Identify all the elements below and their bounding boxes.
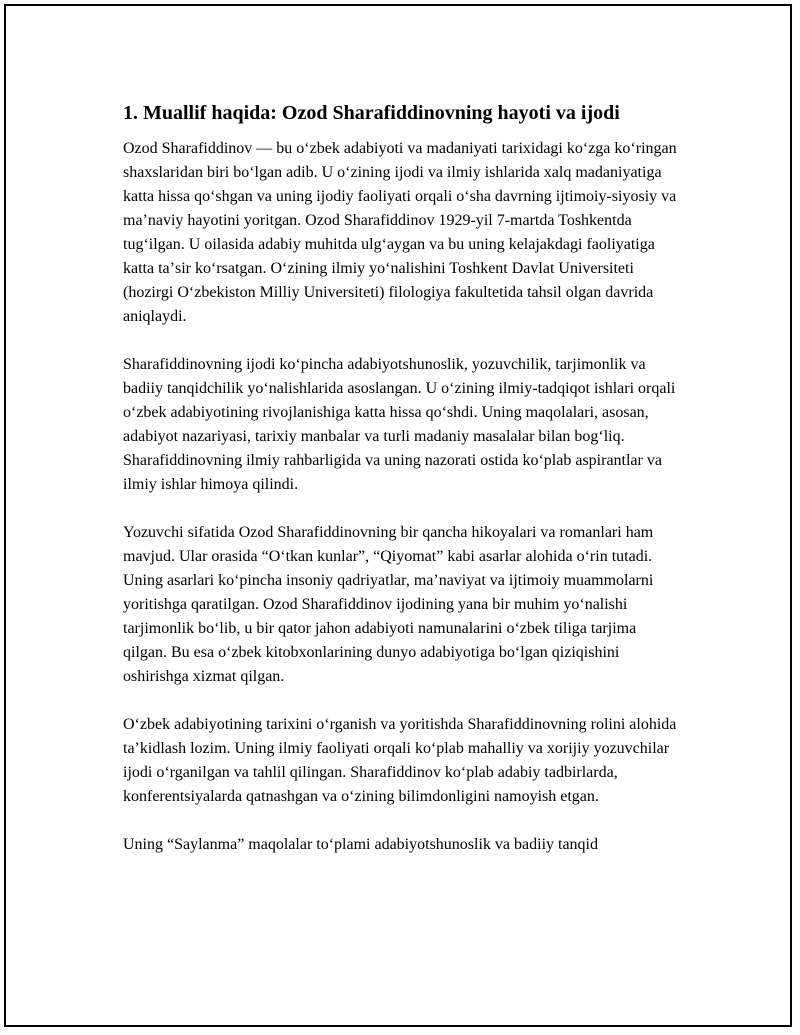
document-body	[123, 101, 683, 881]
paragraph: Sharafiddinovning ijodi koʻpincha adabiyotshunoslik, yozuvchilik, tarjimonlik va badiiy tanqidchilik yoʻnalishlarida asoslangan. U oʻzining ilmiy-tadqiqot ishlari orqali oʻzbek adabiyotining rivojlanishiga katta hissa qoʻshdi. Uning maqolalari, asosan, adabiyot nazariyasi, tarixiy manbalar va turli madaniy masalalar bilan bogʻliq. Sharafiddinovning ilmiy rahbarligida va uning nazorati ostida koʻplab aspirantlar va ilmiy ishlar himoya qilindi.	[123, 356, 676, 493]
paragraph: Uning “Saylanma” maqolalar toʻplami adabiyotshunoslik va badiiy tanqid	[123, 836, 598, 853]
page-frame	[4, 4, 792, 1027]
section-heading: 1. Muallif haqida: Ozod Sharafiddinovning hayoti va ijodi	[123, 102, 620, 124]
paragraph: Yozuvchi sifatida Ozod Sharafiddinovning bir qancha hikoyalari va romanlari ham mavjud. Ular orasida “Oʻtkan kunlar”, “Qiyomat” kabi asarlar alohida oʻrin tutadi. Uning asarlari koʻpincha insoniy qadriyatlar, maʼnaviyat va ijtimoiy muammolarni yoritishga qaratilgan. Ozod Sharafiddinov ijodining yana bir muhim yoʻnalishi tarjimonlik boʻlib, u bir qator jahon adabiyoti namunalarini oʻzbek tiliga tarjima qilgan. Bu esa oʻzbek kitobxonlarining dunyo adabiyotiga boʻlgan qiziqishini oshirishga xizmat qilgan.	[123, 524, 654, 685]
paragraph: Ozod Sharafiddinov — bu oʻzbek adabiyoti va madaniyati tarixidagi koʻzga koʻringan shaxslaridan biri boʻlgan adib. U oʻzining ijodi va ilmiy ishlarida xalq madaniyatiga katta hissa qoʻshgan va uning ijodiy faoliyati orqali oʻsha davrning ijtimoiy-siyosiy va maʼnaviy hayotini yoritgan. Ozod Sharafiddinov 1929-yil 7-martda Toshkentda tugʻilgan. U oilasida adabiy muhitda ulgʻaygan va bu uning kelajakdagi faoliyatiga katta taʼsir koʻrsatgan. Oʻzining ilmiy yoʻnalishini Toshkent Davlat Universiteti (hozirgi Oʻzbekiston Milliy Universiteti) filologiya fakultetida tahsil olgan davrida aniqlaydi.	[123, 140, 677, 325]
paragraph: Oʻzbek adabiyotining tarixini oʻrganish va yoritishda Sharafiddinovning rolini alohida taʼkidlash lozim. Uning ilmiy faoliyati orqali koʻplab mahalliy va xorijiy yozuvchilar ijodi oʻrganilgan va tahlil qilingan. Sharafiddinov koʻplab adabiy tadbirlarda, konferentsiyalarda qatnashgan va oʻzining bilimdonligini namoyish etgan.	[123, 716, 677, 805]
